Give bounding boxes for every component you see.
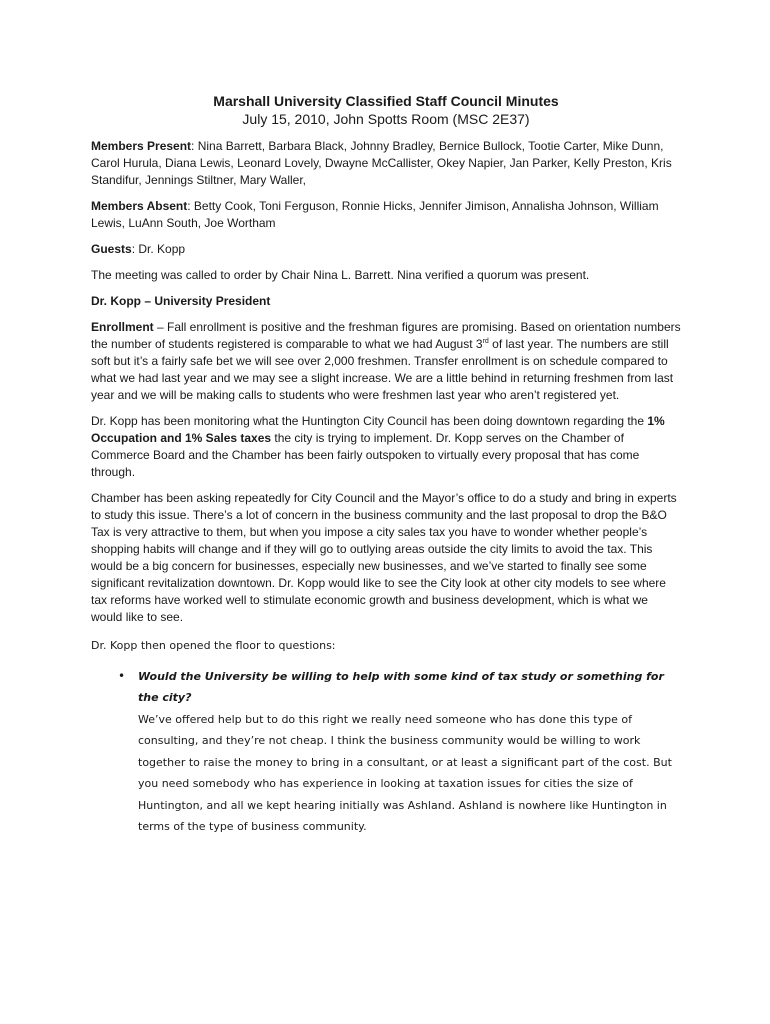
guests-list: : Dr. Kopp xyxy=(131,242,186,256)
minutes-body xyxy=(91,92,681,838)
answer-text: We’ve offered help but to do this right we really need someone who has done this type of consulting, and they’re not cheap. I think the business community would be willing to work together to raise the money to bring in a consultant, or at least a significant part of the cost. But you need somebody who has experience in looking at taxation issues for cities the size of Huntington, and all we kept hearing initially was Ashland. Ashland is nowhere like Huntington in terms of the type of business community. xyxy=(138,712,672,833)
chamber-paragraph: Chamber has been asking repeatedly for City Council and the Mayor’s office to do a study and bring in experts to study this issue. There’s a lot of concern in the business community and the last proposal to drop the B&O Tax is very attractive to them, but when you impose a city sales tax you have to wonder whether people’s shopping habits will change and if they will go to outlying areas outside the city limits to avoid the tax. This would be a big concern for businesses, especially new businesses, and we’ve started to finally see some significant revitalization downtown. Dr. Kopp would like to see the City look at other city models to see where tax reforms have worked well to stimulate economic growth and business development, which is what we would like to see. xyxy=(91,491,677,624)
question-item xyxy=(91,666,681,838)
city-council-paragraph xyxy=(91,413,681,481)
members-absent-list: : Betty Cook, Toni Ferguson, Ronnie Hicks, Jennifer Jimison, Annalisha Johnson, William Lewis, LuAnn South, Joe Wortham xyxy=(91,199,659,230)
enrollment-text-a: – Fall enrollment is positive and the freshman figures are promising. Based on orientation numbers the number of students registered is comparable to what we had August 3 xyxy=(91,320,681,351)
questions-intro: Dr. Kopp then opened the floor to questions: xyxy=(91,639,336,652)
section-heading: Dr. Kopp – University President xyxy=(91,294,271,308)
city-council-text-a: Dr. Kopp has been monitoring what the Huntington City Council has been doing downtown regarding the xyxy=(91,414,648,428)
call-to-order: The meeting was called to order by Chair Nina L. Barrett. Nina verified a quorum was present. xyxy=(91,268,590,282)
members-absent-label: Members Absent xyxy=(91,199,188,213)
guests xyxy=(91,241,681,258)
bullet-icon: • xyxy=(118,668,126,683)
members-present-list: : Nina Barrett, Barbara Black, Johnny Bradley, Bernice Bullock, Tootie Carter, Mike Dunn, Carol Hurula, Diana Lewis, Leonard Lovely, Dwayne McCallister, Okey Napier, Jan Parker, Kelly Preston, Kris Standifur, Jennings Stiltner, Mary Waller, xyxy=(91,139,672,187)
guests-label: Guests xyxy=(91,242,132,256)
city-council-bold: 1% Occupation and 1% Sales taxes xyxy=(91,414,665,445)
enrollment-label: Enrollment xyxy=(91,320,154,334)
members-present xyxy=(91,138,681,189)
enrollment-paragraph xyxy=(91,319,681,404)
document-title: Marshall University Classified Staff Council Minutes xyxy=(213,93,559,109)
document-subtitle: July 15, 2010, John Spotts Room (MSC 2E37) xyxy=(242,111,530,127)
enrollment-superscript: rd xyxy=(482,338,489,345)
enrollment-text-b: of last year. The numbers are still soft but it’s a fairly safe bet we will see over 2,000 freshmen. Transfer enrollment is on schedule compared to what we had last year and we may see a slight increase. We are a little behind in returning freshmen from last year and we will be making calls to students who were freshmen last year who aren’t registered yet. xyxy=(91,337,674,402)
members-absent xyxy=(91,198,681,232)
city-council-text-b: the city is trying to implement. Dr. Kopp serves on the Chamber of Commerce Board and the Chamber has been fairly outspoken to virtually every proposal that has come through. xyxy=(91,431,640,479)
question-text: Would the University be willing to help with some kind of tax study or something for the city? xyxy=(138,669,664,704)
members-present-label: Members Present xyxy=(91,139,192,153)
